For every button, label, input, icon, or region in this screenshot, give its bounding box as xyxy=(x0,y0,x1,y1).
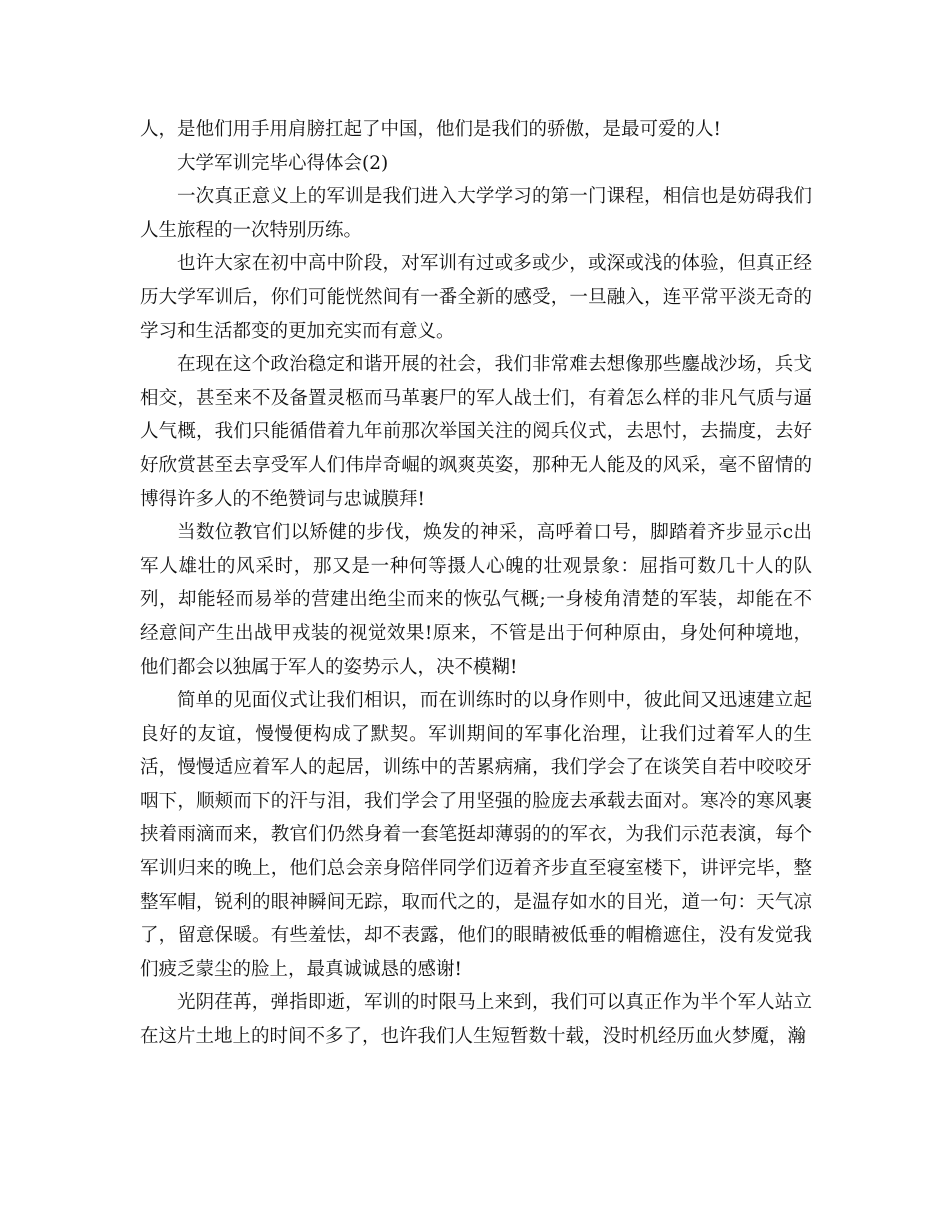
paragraph: 在现在这个政治稳定和谐开展的社会，我们非常难去想像那些鏖战沙场，兵戈相交，甚至来不及备置灵柩而马革裹尸的军人战士们，有着怎么样的非凡气质与逼人气概，我们只能循借着九年前那次举国关注的阅兵仪式，去思忖，去揣度，去好好欣赏甚至去享受军人们伟岸奇崛的飒爽英姿，那种无人能及的风采，毫不留情的博得许多人的不绝赞词与忠诚膜拜! xyxy=(140,354,812,510)
paragraph: 光阴荏苒，弹指即逝，军训的时限马上来到，我们可以真正作为半个军人站立在这片土地上的时间不多了，也许我们人生短暂数十载，没时机经历血火梦魇，瀚 xyxy=(140,992,812,1048)
paragraph: 也许大家在初中高中阶段，对军训有过或多或少，或深或浅的体验，但真正经历大学军训后，你们可能恍然间有一番全新的感受，一旦融入，连平常平淡无奇的学习和生活都变的更加充实而有意义。 xyxy=(140,253,812,342)
document-body xyxy=(140,113,812,1054)
section-heading: 大学军训完毕心得体会(2) xyxy=(177,152,389,174)
paragraph-continuation: 人，是他们用手用肩膀扛起了中国，他们是我们的骄傲，是最可爱的人! xyxy=(140,119,721,140)
paragraph: 一次真正意义上的军训是我们进入大学学习的第一门课程，相信也是妨碍我们人生旅程的一次特别历练。 xyxy=(140,186,812,241)
paragraph: 当数位教官们以矫健的步伐，焕发的神采，高呼着口号，脚踏着齐步显示c出军人雄壮的风采时，那又是一种何等摄人心魄的壮观景象：屈指可数几十人的队列，却能轻而易举的营建出绝尘而来的恢弘气概;一身棱角清楚的军装，却能在不经意间产生出战甲戎装的视觉效果!原来，不管是出于何种原由，身处何种境地，他们都会以独属于军人的姿势示人，决不模糊! xyxy=(140,522,812,678)
paragraph: 简单的见面仪式让我们相识，而在训练时的以身作则中，彼此间又迅速建立起良好的友谊，慢慢便构成了默契。军训期间的军事化治理，让我们过着军人的生活，慢慢适应着军人的起居，训练中的苦累病痛，我们学会了在谈笑自若中咬咬牙咽下，顺颊而下的汗与泪，我们学会了用坚强的脸庞去承载去面对。寒冷的寒风裹挟着雨滴而来，教官们仍然身着一套笔挺却薄弱的的军衣，为我们示范表演，每个军训归来的晚上，他们总会亲身陪伴同学们迈着齐步直至寝室楼下，讲评完毕，整整军帽，锐利的眼神瞬间无踪，取而代之的，是温存如水的目光，道一句：天气凉了，留意保暖。有些羞怯，却不表露，他们的眼睛被低垂的帽檐遮住，没有发觉我们疲乏蒙尘的脸上，最真诚诚恳的感谢! xyxy=(140,690,812,980)
